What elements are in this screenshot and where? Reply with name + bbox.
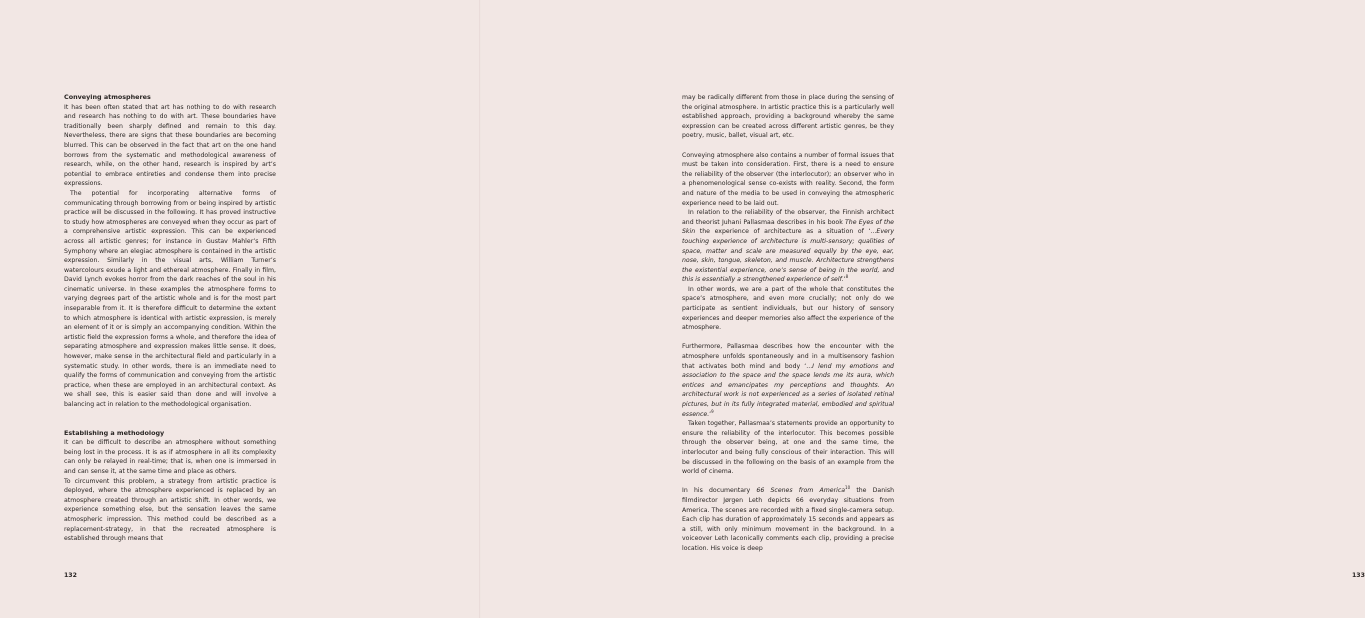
text-run: the experience of architecture as a situation of ‘... (695, 228, 877, 236)
right-text-column (682, 93, 894, 554)
paragraph: It has been often stated that art has nothing to do with research and research has nothing to do with art. These boundaries have traditionally been sharply defined and remain to this day. Nevertheless, there are signs that these boundaries are becoming blurred. This can be observed in the fact that art on the one hand borrows from the systematic and methodological awareness of research, while, on the other hand, research is inspired by art’s potential to embrace entireties and condense them into precise expressions. (64, 103, 276, 188)
footnote-marker: 10 (845, 485, 851, 491)
text-run: the Danish filmdirector Jørgen Leth depicts 66 everyday situations from America. The scenes are recorded with a fixed single-camera setup. Each clip has duration of approximately 15 seconds and appears as a still, with only minimum movement in the background. In a voiceover Leth laconically comments each clip, providing a precise location. His voice is deep (682, 487, 895, 552)
quotation: Every touching experience of architecture is multi-sensory; qualities of space, matter and scale are measured equally by the eye, ear, nose, skin, tongue, skeleton, and muscle. Architecture strengthens the existential experience, one’s sense of being in the world, and this is essentially a strengthened experience of self. (682, 228, 894, 284)
left-page (0, 0, 480, 618)
left-text-column (64, 93, 276, 544)
page-number: 133 (1352, 572, 1365, 579)
paragraph: To circumvent this problem, a strategy from artistic practice is deployed, where the atmosphere experienced is replaced by an atmosphere created through an artistic shift. In other words, we experience something else, but the sensation leaves the same atmospheric impression. This method could be described as a replacement-strategy, in that the recreated atmosphere is established through means that (64, 477, 276, 543)
paragraph: In other words, we are a part of the whole that constitutes the space’s atmosphere, and even more crucially; not only do we participate as sentient individuals, but our history of sensory experiences and deeper memories also affect the experience of the atmosphere. (682, 285, 894, 332)
text-run: ’ (709, 410, 712, 418)
text-run: In relation to the reliability of the observer, the Finnish architect and theorist Juhani Pallasmaa describes in his book (682, 209, 894, 226)
text-run: ’ (843, 276, 846, 284)
paragraph (682, 208, 894, 285)
paragraph: The potential for incorporating alternative forms of communicating through borrowing from or being inspired by artistic practice will be discussed in the following. It has proved instructive to study how atmospheres are conveyed when they occur as part of a comprehensive artistic expression. This can be experienced across all artistic genres; for instance in Gustav Mahler’s Fifth Symphony where an elegiac atmosphere is contained in the artistic expression. Similarly in the visual arts, William Turner’s watercolours exude a light and ethereal atmosphere. Finally in film, David Lynch evokes horror from the dark reaches of the soul in his cinematic universe. In these examples the atmosphere forms to varying degrees part of the artistic whole and is for the most part inseparable from it. It is therefore difficult to determine the extent to which atmosphere is identical with artistic expression, is merely an element of it or is simply an accompanying condition. Within the artistic field the expression forms a whole, and therefore the idea of separating atmosphere and expression makes little sense. It does, however, make sense in the architectural field and particularly in a systematic study. In other words, there is an immediate need to qualify the forms of communication and conveying from the artistic practice, when these are employed in an architectural context. As we shall see, this is easier said than done and will involve a balancing act in relation to the methodological organisation. (64, 189, 276, 408)
paragraph (682, 342, 894, 419)
quotation: I lend my emotions and association to the space and the space lends me its aura, which entices and emancipates my perceptions and thoughts. An architectural work is not experienced as a series of isolated retinal pictures, but in its fully integrated material, embodied and spiritual essence. (682, 362, 894, 418)
text-run: Furthermore, Pallasmaa describes how the encounter with the atmosphere unfolds spontaneously and in a multisensory fashion that activates both mind and body ‘... (682, 343, 894, 370)
section-heading-establishing-methodology: Establishing a methodology (64, 428, 165, 437)
footnote-marker: 9 (711, 408, 714, 414)
page-number: 132 (64, 572, 77, 579)
film-title: 66 Scenes from America (756, 487, 846, 495)
footnote-marker: 8 (845, 274, 849, 280)
paragraph: Taken together, Pallasmaa’s statements provide an opportunity to ensure the reliability of the interlocutor. This becomes possible through the observer being, at one and the same time, the interlocutor and being fully conscious of their interaction. This will be discussed in the following on the basis of an example from the world of cinema. (682, 420, 894, 476)
paragraph: It can be difficult to describe an atmosphere without something being lost in the process. It is as if atmosphere in all its complexity can only be relayed in real-time; that is, when one is immersed in and can sense it, at the same time and place as others. (64, 439, 276, 475)
paragraph (682, 486, 894, 553)
section-heading-conveying-atmospheres: Conveying atmospheres (64, 93, 151, 101)
text-run: In his documentary (682, 487, 757, 495)
paragraph: may be radically different from those in place during the sensing of the original atmosphere. In artistic practice this is a particularly well established approach, providing a background whereby the same expression can be created across different artistic genres, be they poetry, music, ballet, visual art, etc. (682, 94, 894, 140)
book-title: The Eyes of the Skin (682, 218, 894, 236)
paragraph: Conveying atmosphere also contains a number of formal issues that must be taken into consideration. First, there is a need to ensure the reliability of the observer (the interlocutor); an observer who in a phenomenological sense co-exists with reality. Second, the form and nature of the media to be used in conveying the atmospheric experience need to be laid out. (682, 151, 894, 207)
